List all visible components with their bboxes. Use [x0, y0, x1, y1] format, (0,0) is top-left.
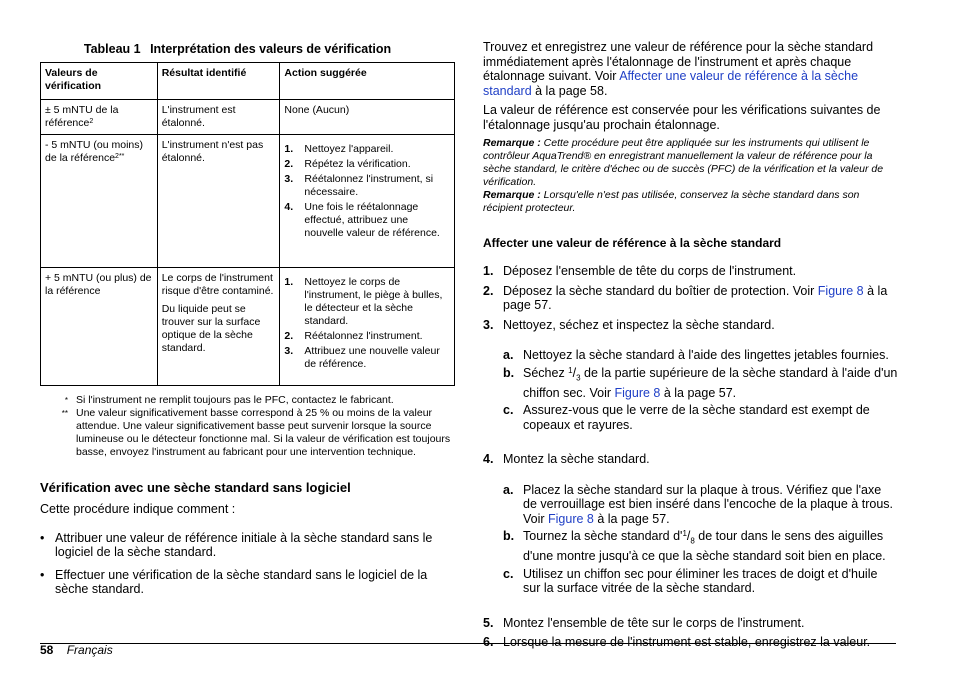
paragraph: Trouvez et enregistrez une valeur de référence pour la sèche standard immédiatement après l'étalonnage de l'instrument et après chaque étalonnage suivant. Voir Affecter une valeur de référence à la sèche standard à la page 58. — [483, 40, 874, 98]
header-action: Action suggérée — [280, 63, 455, 100]
section-heading: Affecter une valeur de référence à la sèche standard — [483, 236, 782, 250]
procedure-steps — [483, 264, 898, 650]
cell-result: L'instrument est étalonné. — [157, 100, 280, 135]
cell-value: + 5 mNTU (ou plus) de la référence — [41, 268, 158, 386]
table-header-row — [41, 63, 455, 100]
step: 4. Montez la sèche standard. a. Placez la sèche standard sur la plaque à trous. Vérifiez que l'axe de verrouillage est bien inséré dans l'encoche de la plaque à trous. Voir Figure 8 à la page 57. b. Tournez la sèche standard $d'^1/_8$ de tour dans le sens des aiguilles d'une montre jusqu'à ce que la sèche standard soit bien en place. c. Utilisez un chiffon sec pour éliminer les traces de doigt et d'huile sur la surface vitrée de la sèche standard. — [483, 452, 898, 611]
sub-step: a. Nettoyez la sèche standard à l'aide des lingettes jetables fournies. — [503, 348, 889, 362]
sub-step: c. Utilisez un chiffon sec pour éliminer les traces de doigt et d'huile sur la surface vitrée de la sèche standard. — [503, 566, 878, 595]
step: 1. Déposez l'ensemble de tête du corps de l'instrument. — [483, 264, 797, 278]
list-item: 2. Réétalonnez l'instrument. — [284, 330, 423, 342]
table-row — [41, 100, 455, 135]
list-item: 1. Nettoyez l'appareil. — [284, 143, 394, 155]
list-item: 4. Une fois le réétalonnage effectué, attribuez une nouvelle valeur de référence. — [284, 201, 440, 239]
list-item: 1. Nettoyez le corps de l'instrument, le piège à bulles, le détecteur et la sèche standard. — [284, 276, 443, 327]
table-row — [41, 268, 455, 386]
remark: Remarque : Lorsqu'elle n'est pas utilisée, conservez la sèche standard dans son récipient protecteur. — [483, 189, 860, 214]
right-column — [483, 40, 898, 655]
list-item: • Attribuer une valeur de référence initiale à la sèche standard sans le logiciel de la sèche standard. — [40, 530, 433, 559]
step: 3. Nettoyez, séchez et inspectez la sèche standard. a. Nettoyez la sèche standard à l'aide des lingettes jetables fournies. b. Séchez $^1/_3$ de la partie supérieure de la sèche standard à l'aide d'un chiffon sec. Voir Figure 8 à la page 57. c. Assurez-vous que le verre de la sèche standard est exempt de copeaux et rayures. — [483, 318, 898, 448]
cell-action — [280, 135, 455, 268]
footnote: ** Une valeur significativement basse correspond à 25 % ou moins de la valeur attendue. Une valeur significativement basse peut survenir lorsque la source lumineuse ou le détecteur fonctionne mal. Si la valeur de vérification est toujours basse, envoyez l'instrument au fabricant pour une intervention technique. — [61, 407, 451, 458]
list-item: 3. Réétalonnez l'instrument, si nécessaire. — [284, 173, 434, 198]
list-item: • Effectuer une vérification de la sèche standard sans le logiciel de la sèche standard. — [40, 567, 428, 596]
step: 5. Montez l'ensemble de tête sur le corps de l'instrument. — [483, 615, 805, 630]
section-heading: Vérification avec une sèche standard sans logiciel — [40, 480, 351, 495]
list-item: 3. Attribuez une nouvelle valeur de référence. — [284, 345, 440, 370]
page-footer — [40, 643, 113, 657]
footnote: * Si l'instrument ne remplit toujours pas le PFC, contactez le fabricant. — [64, 394, 394, 406]
step: 6. Lorsque la mesure de l'instrument est stable, enregistrez la valeur. — [483, 635, 871, 649]
header-values: Valeurs de vérification — [41, 63, 158, 100]
bullet-list — [40, 531, 455, 597]
section-intro: Cette procédure indique comment : — [40, 502, 236, 516]
footer-language: Français — [66, 643, 113, 657]
cell-result: Le corps de l'instrument risque d'être contaminé. Du liquide peut se trouver sur la surface optique de la sèche standard. — [157, 268, 280, 386]
cell-value: ± 5 mNTU de la référence$^2$ — [41, 100, 158, 135]
figure-link[interactable]: Figure 8 — [614, 385, 661, 400]
footer-divider — [40, 643, 896, 644]
paragraph: La valeur de référence est conservée pour les vérifications suivantes de l'étalonnage jusqu'au prochain étalonnage. — [483, 103, 881, 132]
sub-steps — [503, 348, 898, 435]
header-result: Résultat identifié — [157, 63, 280, 100]
sub-step: c. Assurez-vous que le verre de la sèche standard est exempt de copeaux et rayures. — [503, 403, 870, 432]
table-row — [41, 135, 455, 268]
figure-link[interactable]: Figure 8 — [548, 511, 594, 526]
list-item: 2. Répétez la vérification. — [284, 158, 411, 170]
step: 2. Déposez la sèche standard du boîtier de protection. Voir Figure 8 à la page 57. — [483, 283, 888, 312]
sub-step: a. Placez la sèche standard sur la plaque à trous. Vérifiez que l'axe de verrouillage est bien inséré dans l'encoche de la plaque à trous. Voir Figure 8 à la page 57. — [503, 482, 893, 526]
sub-steps — [503, 483, 898, 599]
page-number: 58 — [40, 643, 54, 657]
cell-value: - 5 mNTU (ou moins) de la référence$^{2**}$ — [41, 135, 158, 268]
table-caption: Tableau 1 Interprétation des valeurs de vérification — [83, 42, 392, 56]
cell-action: None (Aucun) — [280, 100, 455, 135]
reference-link[interactable]: Affecter une valeur de référence à la sèche standard — [483, 69, 859, 98]
figure-link[interactable]: Figure 8 — [817, 283, 864, 298]
cell-result: L'instrument n'est pas étalonné. — [157, 135, 280, 268]
left-column — [40, 40, 455, 605]
remark: Remarque : Cette procédure peut être appliquée sur les instruments qui utilisent le contrôleur AquaTrend® en enregistrant manuellement la valeur de référence pour la sèche standard, le critère d'échec ou de succès (PFC) de la vérification et la valeur de vérification. — [483, 137, 884, 188]
sub-step: b. Tournez la sèche standard $d'^1/_8$ de tour dans le sens des aiguilles d'une montre jusqu'à ce que la sèche standard soit bien en place. — [503, 529, 886, 563]
table-footnotes — [40, 394, 455, 459]
verification-table — [40, 62, 455, 386]
sub-step: b. Séchez $^1/_3$ de la partie supérieure de la sèche standard à l'aide d'un chiffon sec. Voir Figure 8 à la page 57. — [503, 365, 898, 400]
cell-action — [280, 268, 455, 386]
